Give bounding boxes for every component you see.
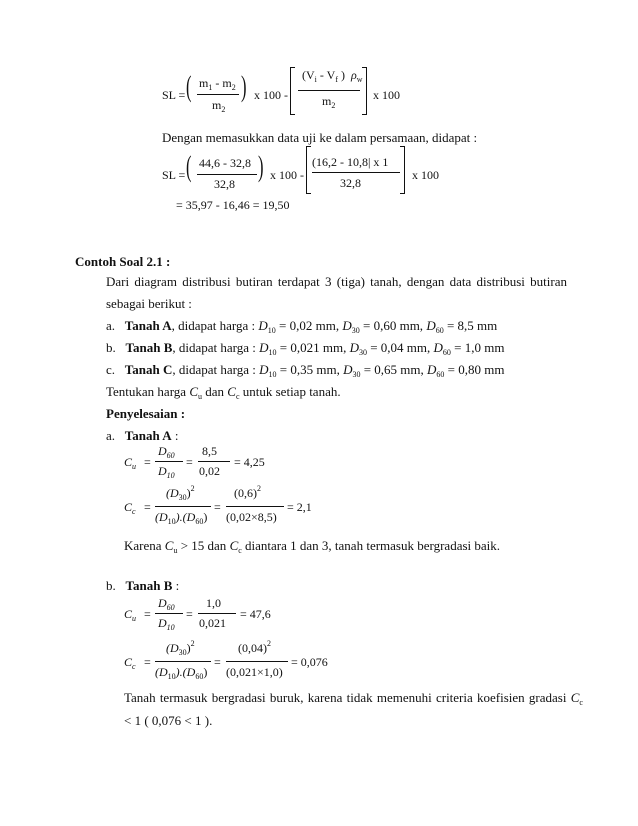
list-item-tanah-a: a. Tanah A, didapat harga : $D_{10} = 0,02$ mm, $D_{30} = 0,60$ mm, $D_{60} = 8,5$ mm	[106, 318, 498, 335]
right-bracket	[400, 146, 405, 194]
solution-b-conclusion-line1: Tanah termasuk bergradasi buruk, karena tidak memenuhi criteria koefisien gradasi $C_c$	[124, 690, 583, 707]
left-bracket	[306, 146, 311, 194]
fraction-bar	[155, 613, 183, 614]
fraction-bar	[298, 90, 360, 91]
fraction-bar	[197, 174, 257, 175]
left-bracket	[290, 67, 295, 115]
formula1-mid: x 100 -	[254, 88, 288, 102]
solution-a-heading: a. Tanah A :	[106, 428, 179, 443]
question-text: Tentukan harga $C_u$ dan $C_c$ untuk setiap tanah.	[106, 384, 341, 401]
formula2-lhs: SL =	[162, 168, 186, 182]
fraction-bar	[312, 172, 400, 173]
formula1-lhs: SL =	[162, 88, 186, 102]
list-item-tanah-c: c. Tanah C, didapat harga : $D_{10} = 0,35$ mm, $D_{30} = 0,65$ mm, $D_{60} = 0,80$ mm	[106, 362, 505, 379]
formula1-frac1-numerator: $m_1 - m_2$	[199, 76, 236, 92]
formula1-tail: x 100	[373, 88, 400, 102]
example-title: Contoh Soal 2.1 :	[75, 254, 171, 269]
example-paragraph-line2: sebagai berikut :	[106, 296, 192, 311]
formula1-frac2-denominator: $m_2$	[322, 94, 336, 110]
formula2-frac2-denominator: 32,8	[340, 176, 361, 190]
list-item-tanah-b: b. Tanah B, didapat harga : $D_{10} = 0,021$ mm, $D_{30} = 0,04$ mm, $D_{60} = 1,0$ mm	[106, 340, 505, 357]
fraction-bar	[155, 506, 211, 507]
solution-b-heading: b. Tanah B :	[106, 578, 180, 593]
formula1-frac2-numerator: ($V_i - V_f$ ) $\rho_w$	[302, 68, 363, 84]
fraction-bar	[198, 461, 230, 462]
example-paragraph-line1: Dari diagram distribusi butiran terdapat 3 (tiga) tanah, dengan data distribusi butiran	[106, 274, 567, 289]
intro-text: Dengan memasukkan data uji ke dalam persamaan, didapat :	[162, 130, 478, 145]
solution-a-conclusion: Karena $C_u > 15$ dan $C_c$ diantara 1 dan 3, tanah termasuk bergradasi baik.	[124, 538, 501, 555]
formula1-frac1-denominator: $m_2$	[212, 98, 226, 114]
fraction-bar	[198, 613, 236, 614]
formula2-tail: x 100	[412, 168, 439, 182]
formula2-frac2-numerator: (16,2 - 10,8| x 1	[312, 155, 389, 169]
formula2-frac1-numerator: 44,6 - 32,8	[199, 156, 251, 170]
fraction-bar	[226, 661, 288, 662]
formula2-mid: x 100 -	[270, 168, 304, 182]
fraction-bar	[155, 461, 183, 462]
formula2-result: = 35,97 - 16,46 = 19,50	[176, 198, 290, 212]
solution-b-conclusion-line2: < 1 ( 0,076 < 1 ).	[124, 713, 213, 728]
solution-title: Penyelesaian :	[106, 406, 186, 421]
fraction-bar	[155, 661, 211, 662]
fraction-bar	[226, 506, 284, 507]
right-bracket	[362, 67, 367, 115]
formula2-frac1-denominator: 32,8	[214, 177, 235, 191]
fraction-bar	[197, 94, 239, 95]
